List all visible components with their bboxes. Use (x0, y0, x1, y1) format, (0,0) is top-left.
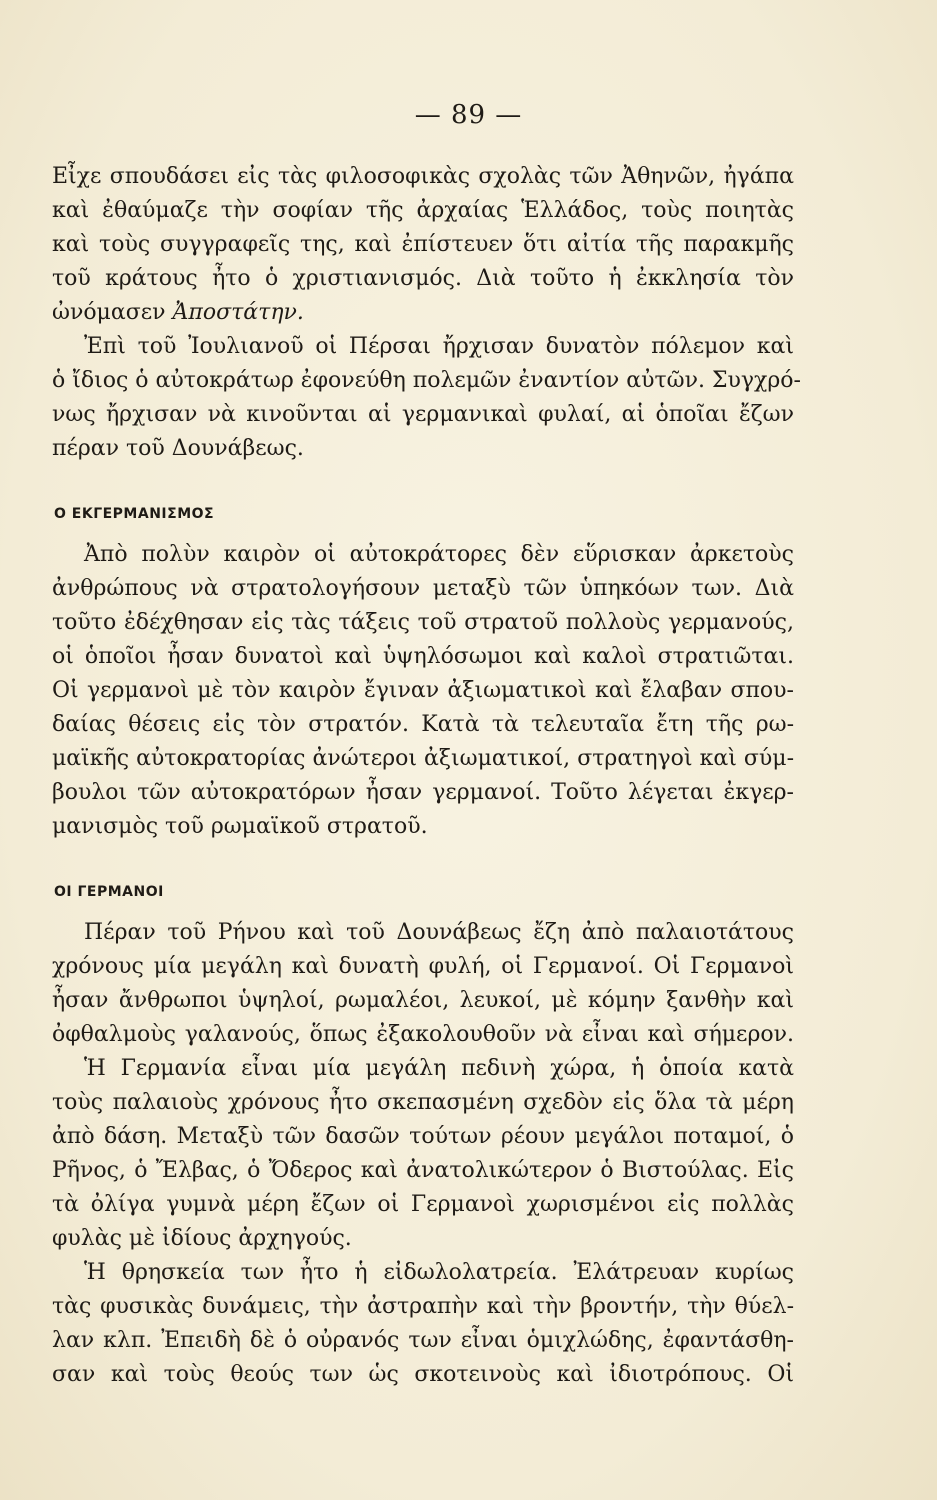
text-line: Εἶχε σπουδάσει εἰς τὰς φιλοσοφικὰς σχολὰς τῶν Ἀθηνῶν, ἠγάπα (52, 164, 794, 189)
text-line: φυλὰς μὲ ἰδίους ἀρχηγούς. (52, 1226, 352, 1251)
text-line: λαν κλπ. Ἐπειδὴ δὲ ὁ οὐρανός των εἶναι ὁμιχλώδης, ἐφαντάσθη- (52, 1328, 794, 1353)
text-line: χρόνους μία μεγάλη καὶ δυνατὴ φυλή, οἱ Γερμανοί. Οἱ Γερμανοὶ (52, 954, 794, 979)
text-line: καὶ ἐθαύμαζε τὴν σοφίαν τῆς ἀρχαίας Ἑλλάδος, τοὺς ποιητὰς (52, 198, 794, 223)
text-line: πέραν τοῦ Δουνάβεως. (52, 436, 304, 461)
text-line: τοῦτο ἐδέχθησαν εἰς τὰς τάξεις τοῦ στρατοῦ πολλοὺς γερμανούς, (52, 610, 794, 635)
text-line: νως ἤρχισαν νὰ κινοῦνται αἱ γερμανικαὶ φυλαί, αἱ ὁποῖαι ἔζων (52, 402, 794, 427)
italic-term: Ἀποστάτην. (172, 300, 304, 325)
text-line: Ρῆνος, ὁ Ἔλβας, ὁ Ὄδερος καὶ ἀνατολικώτερον ὁ Βιστούλας. Εἰς (52, 1158, 794, 1183)
section-heading: Ο ΕΚΓΕΡΜΑΝΙΣΜΟΣ (54, 506, 215, 522)
intro-paragraphs (52, 160, 801, 466)
text-line: τὰς φυσικὰς δυνάμεις, τὴν ἀστραπὴν καὶ τὴν βροντήν, τὴν θύελ- (52, 1294, 794, 1319)
text-fragment: ὠνόμασεν (52, 300, 166, 325)
page-body (52, 160, 801, 1392)
section-germanoi (52, 916, 794, 1392)
text-line: τοῦ κράτους ἦτο ὁ χριστιανισμός. Διὰ τοῦτο ἡ ἐκκλησία τὸν (52, 266, 794, 291)
text-line: Ἐπὶ τοῦ Ἰουλιανοῦ οἱ Πέρσαι ἤρχισαν δυνατὸν πόλεμον καὶ (84, 334, 794, 359)
page-number: — 89 — (414, 100, 523, 130)
text-line: Πέραν τοῦ Ρήνου καὶ τοῦ Δουνάβεως ἔζη ἀπὸ παλαιοτάτους (84, 920, 794, 945)
section-ekgermanismos (52, 538, 794, 844)
text-line: σαν καὶ τοὺς θεούς των ὡς σκοτεινοὺς καὶ ἰδιοτρόπους. Οἱ (52, 1362, 794, 1387)
text-line (52, 296, 794, 330)
text-line: Οἱ γερμανοὶ μὲ τὸν καιρὸν ἔγιναν ἀξιωματικοὶ καὶ ἔλαβαν σπου- (52, 678, 794, 703)
text-line: ὁ ἴδιος ὁ αὐτοκράτωρ ἐφονεύθη πολεμῶν ἐναντίον αὐτῶν. Συγχρό- (52, 368, 801, 393)
text-line: Ἀπὸ πολὺν καιρὸν οἱ αὐτοκράτορες δὲν εὕρισκαν ἀρκετοὺς (84, 542, 794, 567)
text-line: τοὺς παλαιοὺς χρόνους ἦτο σκεπασμένη σχεδὸν εἰς ὅλα τὰ μέρη (52, 1090, 794, 1115)
text-line: Ἡ Γερμανία εἶναι μία μεγάλη πεδινὴ χώρα, ἡ ὁποία κατὰ (84, 1056, 794, 1081)
text-line: Ἡ θρησκεία των ἦτο ἡ εἰδωλολατρεία. Ἐλάτρευαν κυρίως (84, 1260, 794, 1285)
text-line: μαϊκῆς αὐτοκρατορίας ἀνώτεροι ἀξιωματικοί, στρατηγοὶ καὶ σύμ- (52, 746, 794, 771)
text-line: ἀπὸ δάση. Μεταξὺ τῶν δασῶν τούτων ρέουν μεγάλοι ποταμοί, ὁ (52, 1124, 794, 1149)
text-line: τὰ ὀλίγα γυμνὰ μέρη ἔζων οἱ Γερμανοὶ χωρισμένοι εἰς πολλὰς (52, 1192, 794, 1217)
section-heading: ΟΙ ΓΕΡΜΑΝΟΙ (54, 884, 164, 900)
text-line: ἀνθρώπους νὰ στρατολογήσουν μεταξὺ τῶν ὑπηκόων των. Διὰ (52, 576, 794, 601)
text-line: ἦσαν ἄνθρωποι ὑψηλοί, ρωμαλέοι, λευκοί, μὲ κόμην ξανθὴν καὶ (52, 988, 794, 1013)
text-line: βουλοι τῶν αὐτοκρατόρων ἦσαν γερμανοί. Τοῦτο λέγεται ἐκγερ- (52, 780, 794, 805)
text-line: δαίας θέσεις εἰς τὸν στρατόν. Κατὰ τὰ τελευταῖα ἔτη τῆς ρω- (52, 712, 794, 737)
text-line: οἱ ὁποῖοι ἦσαν δυνατοὶ καὶ ὑψηλόσωμοι καὶ καλοὶ στρατιῶται. (52, 644, 794, 669)
text-line: καὶ τοὺς συγγραφεῖς της, καὶ ἐπίστευεν ὅτι αἰτία τῆς παρακμῆς (52, 232, 794, 257)
text-line: μανισμὸς τοῦ ρωμαϊκοῦ στρατοῦ. (52, 814, 428, 839)
text-line: ὀφθαλμοὺς γαλανούς, ὅπως ἐξακολουθοῦν νὰ εἶναι καὶ σήμερον. (52, 1022, 794, 1047)
